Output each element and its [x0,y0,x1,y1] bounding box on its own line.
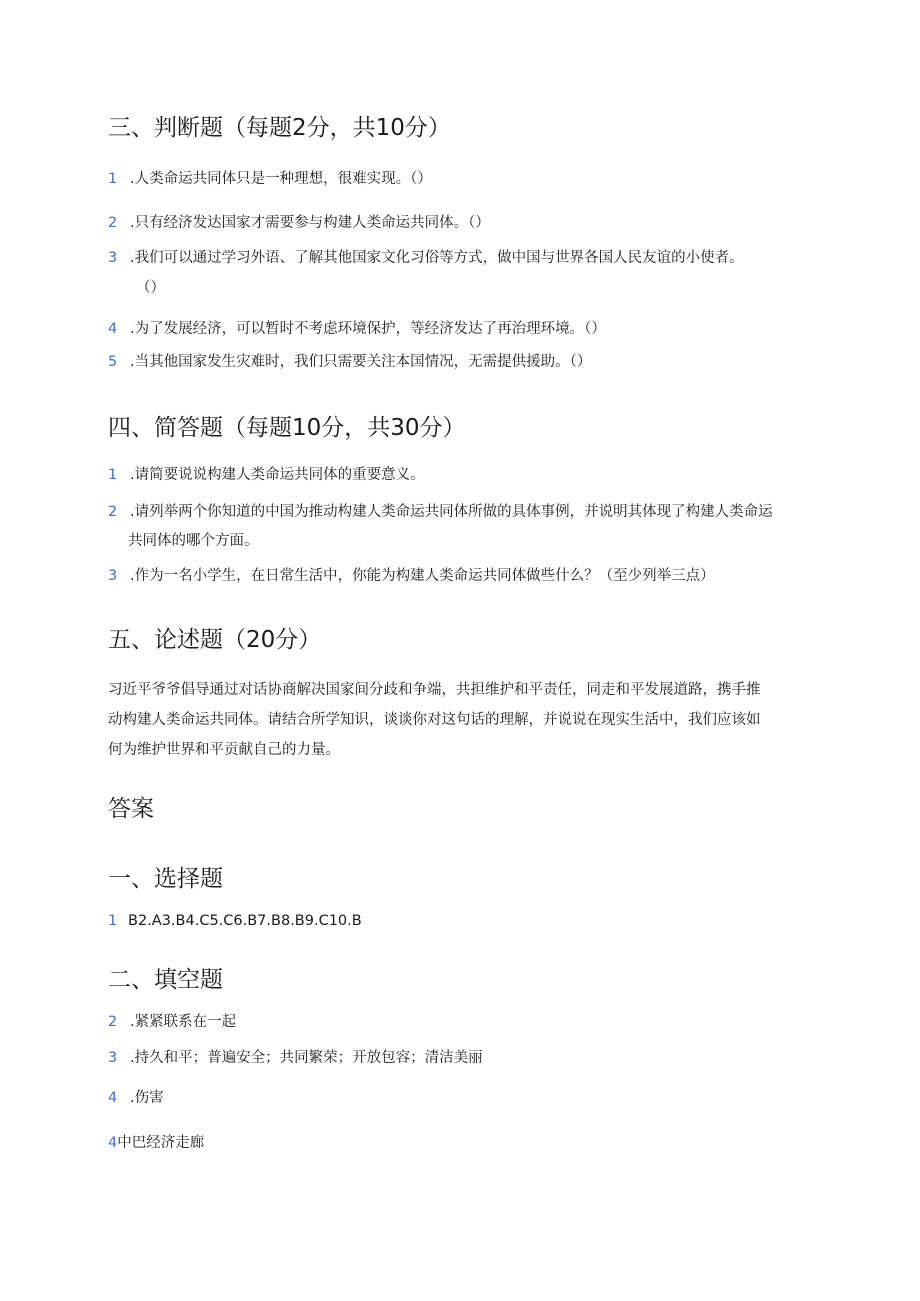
answer-text: .伤害 [130,1090,164,1106]
item-number: 1 [108,171,118,187]
answers-choice-title: 一、选择题 [108,866,223,892]
item-text: .为了发展经济，可以暂时不考虑环境保护，等经济发达了再治理环境。（） [130,321,606,337]
item-text: .请列举两个你知道的中国为推动构建人类命运共同体所做的具体事例，并说明其体现了构建人类命运 [130,504,773,520]
answer-line [108,1128,818,1158]
essay-line: 何为维护世界和平贡献自己的力量。 [108,742,340,758]
item-number: 1 [108,467,118,483]
answer-text: B2.A3.B4.C5.C6.B7.B8.B9.C10.B [128,913,362,929]
item-text-continuation: 共同体的哪个方面。 [128,533,259,549]
item-number: 4 [108,1090,118,1106]
essay-line: 动构建人类命运共同体。请结合所学知识，谈谈你对这句话的理解，并说说在现实生活中，我们应该如 [108,712,761,728]
list-item [108,314,818,344]
essay-prompt [108,675,820,765]
list-item [108,164,818,194]
section-title-judgment: 三、判断题（每题2分，共10分） [108,115,451,141]
item-number: 4 [108,321,118,337]
item-text: .我们可以通过学习外语、了解其他国家文化习俗等方式，做中国与世界各国人民友谊的小使者。 [130,250,744,266]
answer-line [108,1043,818,1073]
item-number: 2 [108,1014,118,1030]
item-text: .人类命运共同体只是一种理想，很难实现。（） [130,171,432,187]
item-text: .当其他国家发生灾难时，我们只需要关注本国情况，无需提供援助。（） [130,354,592,370]
answer-text: 中巴经济走廊 [117,1135,205,1151]
section-title-essay: 五、论述题（20分） [108,627,322,653]
item-number: 3 [108,250,118,266]
item-number: 3 [108,1050,118,1066]
item-number: 1 [108,913,118,929]
item-number: 2 [108,504,118,520]
list-item [108,497,818,527]
list-item [108,243,818,273]
answer-text: .紧紧联系在一起 [130,1014,237,1030]
answer-line [108,1007,818,1037]
list-item [108,561,818,591]
item-number: 3 [108,568,118,584]
item-text-continuation: （） [136,280,165,296]
item-number: 5 [108,354,118,370]
section-title-short-answer: 四、简答题（每题10分，共30分） [108,415,466,441]
item-text: .只有经济发达国家才需要参与构建人类命运共同体。（） [130,215,490,231]
answer-text: .持久和平；普遍安全；共同繁荣；开放包容；清洁美丽 [130,1050,483,1066]
item-number: 4 [108,1135,118,1151]
answer-line [108,906,818,936]
answers-fill-title: 二、填空题 [108,967,223,993]
essay-line: 习近平爷爷倡导通过对话协商解决国家间分歧和争端，共担维护和平责任，同走和平发展道路，携手推 [108,682,761,698]
list-item [108,460,818,490]
item-text: .请简要说说构建人类命运共同体的重要意义。 [130,467,425,483]
answer-line [108,1083,818,1113]
item-number: 2 [108,215,118,231]
list-item [108,208,818,238]
item-text: .作为一名小学生，在日常生活中，你能为构建人类命运共同体做些什么？（至少列举三点） [130,568,715,584]
list-item [108,347,818,377]
answers-title: 答案 [108,796,154,822]
